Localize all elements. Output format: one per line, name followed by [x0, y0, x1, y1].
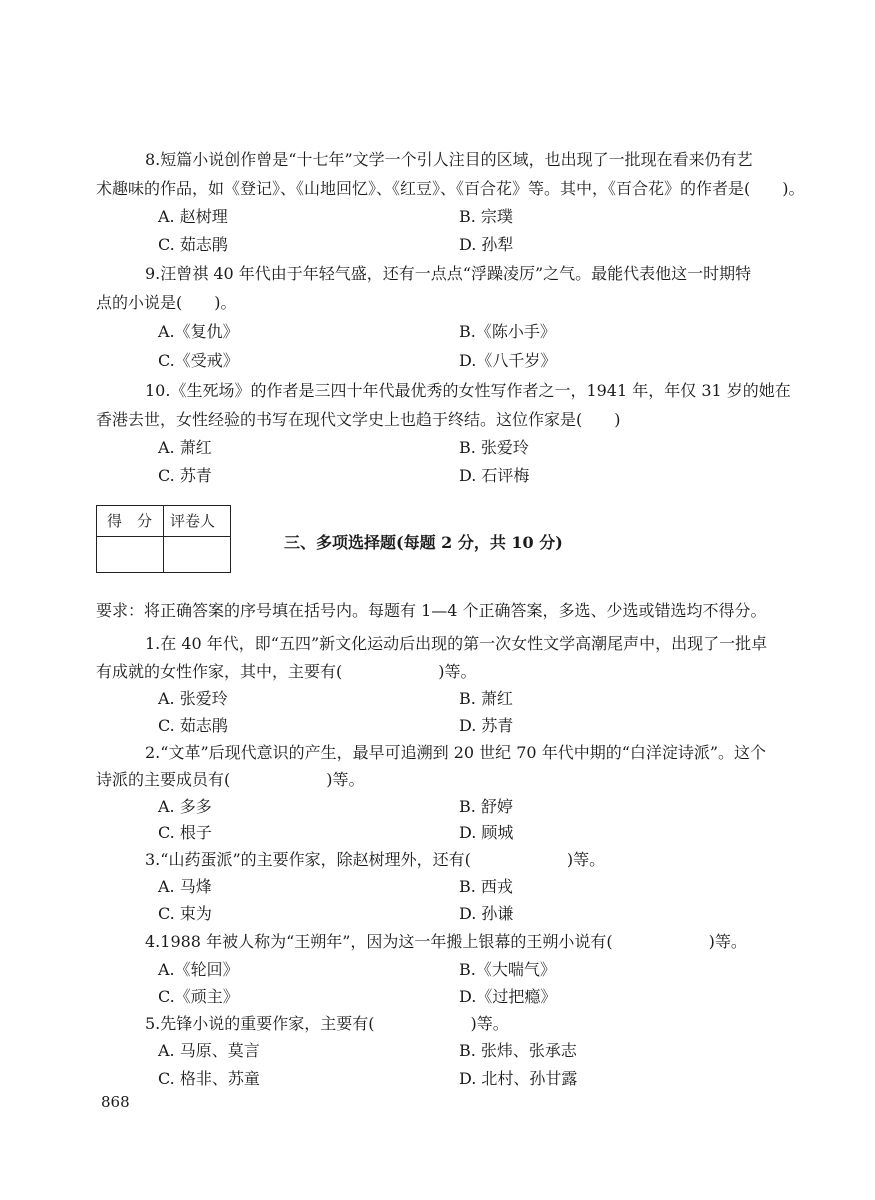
- s3-q1-option-d: D. 苏青: [459, 716, 514, 735]
- s3-q4-stem-line1: 4.1988 年被人称为“王朔年”，因为这一年搬上银幕的王朔小说有( )等。: [145, 932, 747, 951]
- q9-option-a: A.《复仇》: [158, 322, 239, 341]
- section-title: 三、多项选择题(每题 2 分，共 10 分): [284, 533, 563, 552]
- q8-option-a: A. 赵树理: [158, 207, 228, 226]
- q8-option-d: D. 孙犁: [459, 235, 514, 254]
- q9-option-b: B.《陈小手》: [459, 322, 556, 341]
- s3-q2-option-a: A. 多多: [158, 797, 212, 816]
- s3-q1-option-b: B. 萧红: [459, 689, 513, 708]
- q9-option-d: D.《八千岁》: [459, 351, 557, 370]
- q8-option-c: C. 茹志鹃: [158, 235, 228, 254]
- q9-stem-line2: 点的小说是( )。: [96, 293, 237, 312]
- q8-stem-line1: 8.短篇小说创作曾是“十七年”文学一个引人注目的区域，也出现了一批现在看来仍有艺: [145, 150, 753, 169]
- q10-option-c: C. 苏青: [158, 466, 212, 485]
- q10-option-b: B. 张爱玲: [459, 438, 529, 457]
- score-table: [96, 505, 231, 573]
- s3-q3-option-b: B. 西戎: [459, 877, 513, 896]
- q9-option-c: C.《受戒》: [158, 351, 239, 370]
- s3-q2-stem-line2: 诗派的主要成员有( )等。: [96, 770, 365, 789]
- s3-q5-option-c: C. 格非、苏童: [158, 1069, 260, 1088]
- score-label: 得 分: [107, 512, 153, 530]
- s3-q1-option-a: A. 张爱玲: [158, 689, 228, 708]
- s3-q5-option-d: D. 北村、孙甘露: [459, 1069, 578, 1088]
- q10-option-a: A. 萧红: [158, 438, 212, 457]
- s3-q4-option-a: A.《轮回》: [158, 960, 239, 979]
- table-divider-vertical: [163, 506, 164, 572]
- q10-stem-line2: 香港去世，女性经验的书写在现代文学史上也趋于终结。这位作家是( ): [96, 410, 621, 429]
- s3-q5-option-a: A. 马原、莫言: [158, 1041, 260, 1060]
- s3-q1-option-c: C. 茹志鹃: [158, 716, 228, 735]
- q8-option-b: B. 宗璞: [459, 207, 513, 226]
- q10-stem-line1: 10.《生死场》的作者是三四十年代最优秀的女性写作者之一，1941 年，年仅 31 岁的她在: [145, 381, 791, 400]
- s3-q5-option-b: B. 张炜、张承志: [459, 1041, 577, 1060]
- q8-stem-line2: 术趣味的作品，如《登记》、《山地回忆》、《红豆》、《百合花》等。其中，《百合花》的作者是( )。: [96, 179, 805, 198]
- s3-q3-option-c: C. 束为: [158, 904, 212, 923]
- s3-q1-stem-line2: 有成就的女性作家，其中，主要有( )等。: [96, 662, 477, 681]
- table-divider-horizontal: [97, 536, 230, 537]
- s3-q3-option-d: D. 孙谦: [459, 904, 514, 923]
- s3-q2-option-c: C. 根子: [158, 823, 212, 842]
- s3-q3-stem-line1: 3.“山药蛋派”的主要作家，除赵树理外，还有( )等。: [145, 850, 606, 869]
- section-instruction: 要求：将正确答案的序号填在括号内。每题有 1—4 个正确答案，多选、少选或错选均不得分。: [96, 601, 767, 620]
- s3-q2-option-b: B. 舒婷: [459, 797, 513, 816]
- page-number: 868: [101, 1093, 130, 1111]
- s3-q1-stem-line1: 1.在 40 年代，即“五四”新文化运动后出现的第一次女性文学高潮尾声中，出现了一批卓: [145, 634, 768, 653]
- s3-q3-option-a: A. 马烽: [158, 877, 212, 896]
- s3-q4-option-c: C.《顽主》: [158, 987, 239, 1006]
- q10-option-d: D. 石评梅: [459, 466, 530, 485]
- s3-q4-option-b: B.《大喘气》: [459, 960, 556, 979]
- s3-q4-option-d: D.《过把瘾》: [459, 987, 557, 1006]
- q9-stem-line1: 9.汪曾祺 40 年代由于年轻气盛，还有一点点“浮躁凌厉”之气。最能代表他这一时期特: [145, 264, 752, 283]
- s3-q2-option-d: D. 顾城: [459, 823, 514, 842]
- grader-label: 评卷人: [170, 512, 216, 530]
- s3-q5-stem-line1: 5.先锋小说的重要作家，主要有( )等。: [145, 1014, 509, 1033]
- s3-q2-stem-line1: 2.“文革”后现代意识的产生，最早可追溯到 20 世纪 70 年代中期的“白洋淀诗派”。这个: [145, 743, 767, 762]
